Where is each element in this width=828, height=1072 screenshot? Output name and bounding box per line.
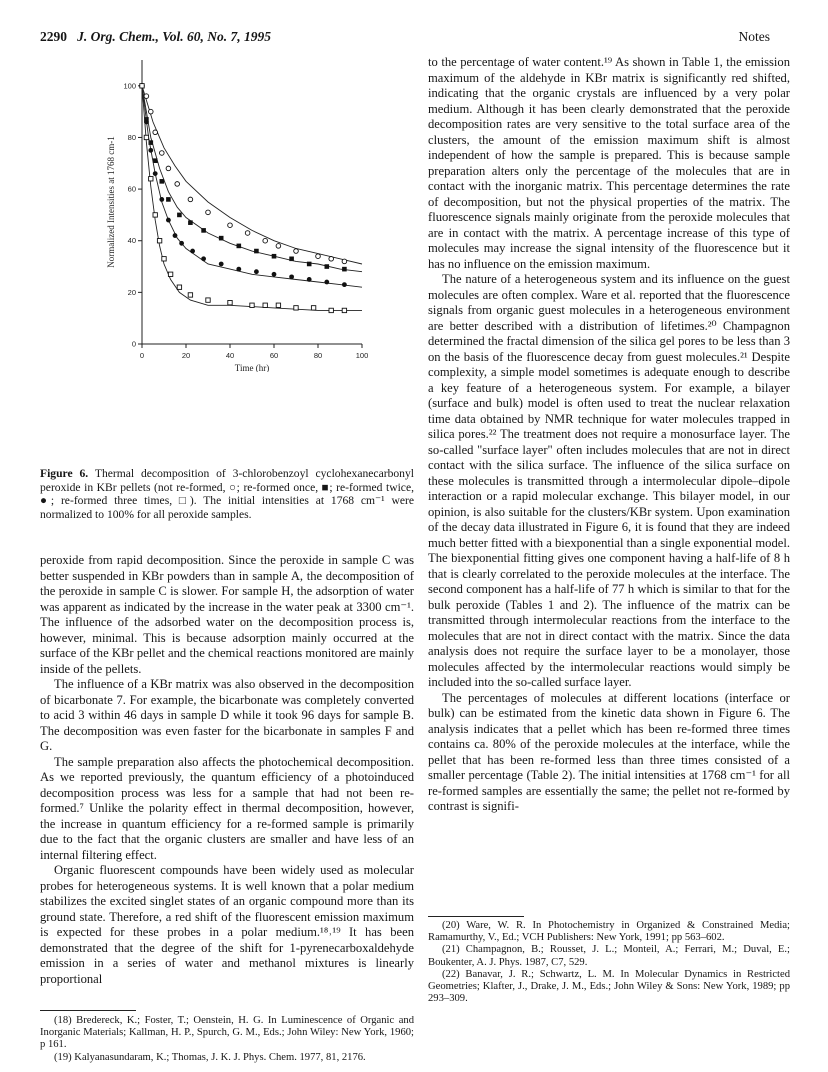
footnote: (19) Kalyanasundaram, K.; Thomas, J. K. J. Phys. Chem. 1977, 81, 2176. [54,1051,366,1063]
data-point [159,197,164,202]
data-point [254,269,259,274]
journal-name: J. Org. Chem., [77,29,159,44]
y-tick-label: 40 [127,236,136,246]
data-point [201,256,206,261]
footnote: (18) Bredereck, K.; Foster, T.; Oenstein, H. G. In Luminescence of Organic and Inorganic Materials; Kallman, H. P., Spurch, G. M., Eds.; John Wiley: New York, 1960; p 161. [40,1015,414,1051]
data-point [219,236,224,241]
data-point [160,151,165,156]
data-point [228,223,233,228]
data-point [190,249,195,254]
data-point [173,233,178,238]
data-point [148,148,153,153]
running-header [40,29,271,45]
footnote: (20) Ware, W. R. In Photochemistry in Organized & Constrained Media; Ramamurthy, V., Ed.; VCH Publishers: New York, 1991; pp 563–602. [428,920,790,944]
figure-6-chart [90,52,380,372]
data-point [160,179,165,184]
footnote-rule [40,1010,136,1011]
data-point [329,308,333,312]
fit-curve-2 [142,86,362,272]
data-point [153,171,158,176]
paragraph: The percentages of molecules at different locations (interface or bulk) can be estimated from the kinetic data shown in Figure 6. The analysis indicates that a pellet which has been re-formed three times contains ca. 80% of the peroxide molecules at the interface, while the pellet that has been re-formed less than three times consisted of a smaller percentage (Table 2). The initial intensities at 1768 cm⁻¹ for all re-formed samples are essentially the same; the pellet not re-formed by contrast is signifi- [428,690,790,813]
paragraph: The nature of a heterogeneous system and its influence on the guest molecules are often complex. Ware et al. reported that the fluorescence signals from organic guest molecules in a heterogeneous environment are better described with a distribution of lifetimes.²⁰ Champagnon determined the fractal dimension of the silica gel pores to be less than 3 on the basis of the fluorescence decay from guest molecules.²¹ Despite complexity, a simple model sometimes is adequate enough to describe a key feature of a heterogeneous system. For example, a bilayer (surface and bulk) model is often used to treat the nuclear relaxation time data obtained by NMR technique for water molecules trapped in silica pores.²² The treatment does not require a monosurface layer. The so-called "surface layer" often includes molecules that are not in direct contact with the silica surface. The influence of the silica surface on these molecules is transmitted through a intermolecular dipole–dipole interaction or a rapid molecular exchange. This bilayer model, in our opinion, is also suitable for the clusters/KBr system. Upon examination of the decay data illustrated in Figure 6, it is found that they are indeed much better fitted with a biexponential than a single exponential model. The biexponential fitting gives one component having a half-life of 8 h that is clearly correlated to the peroxide molecules at the interface. The second component has a half-life of 77 h which is similar to that for the bulk peroxide (Tables 1 and 2). The influence of the matrix can be transmitted through intermolecular reactions from the interface to the molecules that are not in direct contact with the matrix. Since the data analysis does not require the surface layer to be a monolayer, those molecules affected by the intermolecular reactions would simply be included into the so-called surface layer. [428,272,790,689]
y-tick-label: 100 [123,81,136,91]
data-point [206,210,211,215]
x-axis-label: Time (hr) [234,363,270,372]
x-tick-label: 80 [313,351,323,360]
y-tick-label: 80 [127,132,136,142]
data-point [166,166,171,171]
x-tick-label: 60 [269,351,279,360]
caption-text: Thermal decomposition of 3-chlorobenzoyl cyclohexanecarbonyl peroxide in KBr pellets (not re-formed, ○; re-formed once, ■; re-formed twice, ●; re-formed three times, □). The initial intensities at 1768 cm⁻¹ were normalized to 100% for all peroxide samples. [40,467,414,521]
data-point [166,197,171,202]
x-tick-label: 0 [139,351,145,360]
data-point [162,257,166,261]
data-point [250,303,254,307]
paragraph: peroxide from rapid decomposition. Since the peroxide in sample C was better suspended in KBr powders than in sample A, the decomposition of the peroxide in sample C is slower. For sample H, the adsorption of water was apparent as indicated by the increase in the water peak at 3300 cm⁻¹. The influence of the adsorbed water on the decomposition process is, however, minimal. This is because adsorption mainly occurred at the surface of the KBr pellet and the chemical reactions monitored are mainly inside of the pellets. [40,553,414,676]
page-number: 2290 [40,29,67,44]
data-point [188,220,193,225]
y-tick-label: 60 [127,184,136,194]
footnote: (21) Champagnon, B.; Rousset, J. L.; Monteil, A.; Ferrari, M.; Duval, E.; Boukenter, A. J. Phys. 1987, C7, 529. [428,944,790,968]
data-point [272,254,277,259]
data-point [149,109,154,114]
data-point [289,257,294,262]
data-point [342,259,347,264]
paragraph: to the percentage of water content.¹⁹ As shown in Table 1, the emission maximum of the aldehyde in KBr matrix is significantly red shifted, indicating that the organic crystals are influenced by a very polar medium. Although it has been clearly demonstrated that the peroxide decomposition rates are very sensitive to the total surface area of the clusters, the amount of the emission maximum shift is almost independent of how the sample is prepared. This is because sample preparation alters only the percentage of the molecules that are in contact with the inorganic matrix. This percentage determines the rate of decomposition, but not the physical properties of the matrix. The fluorescence signals mainly originate from the peroxide molecules that are in contact with the matrix. A percentage increase of this type of molecules may increase the signal intensity of the fluorescence but it has no influence on the emission maximum. [428,55,790,271]
data-point [236,267,241,272]
data-point [140,84,144,88]
data-point [179,241,184,246]
data-point [324,280,329,285]
data-point [263,238,268,243]
paragraph: The sample preparation also affects the photochemical decomposition. As we reported previously, the quantum efficiency of a photoinduced decomposition process was less for a sample that had not been re-formed.⁷ Unlike the polarity effect in thermal decomposition, however, the increase in quantum efficiency for a re-formed sample is primarily due to the fact that the organic clusters are smaller and have less of an internal filtering effect. [40,754,414,862]
paragraph: The influence of a KBr matrix was also observed in the decomposition of bicarbonate 7. For example, the bicarbonate was completely converted to acid 3 within 46 days in sample D while it took 96 days for sample B. The decomposition was even faster for the bicarbonate in samples F and G. [40,677,414,753]
left-column [40,553,414,987]
data-point [342,282,347,287]
data-point [166,218,171,223]
data-point [237,244,242,249]
data-point [245,231,250,236]
footnotes-right [428,920,790,1005]
data-point [153,130,158,135]
data-point [316,254,321,259]
data-point [294,306,298,310]
paragraph: Organic fluorescent compounds have been widely used as molecular probes for heterogeneous systems. It is well known that a polar medium stabilizes the excited singlet states of an organic compound more than its ground state. Therefore, a red shift of the fluorescent emission maximum is expected for these probes in a polar medium.¹⁸˒¹⁹ It has been demonstrated that the degree of the shift for 1-pyrenecarboxaldehyde emission in a series of water and methanol mixtures is linearly proportional [40,863,414,986]
data-point [289,274,294,279]
data-point [329,257,334,262]
data-point [175,182,180,187]
data-point [153,213,157,217]
data-point [342,308,346,312]
caption-label: Figure 6. [40,467,89,480]
data-point [307,277,312,282]
data-point [201,228,206,233]
data-point [325,264,330,269]
fit-curve-3 [142,86,362,287]
journal-volume: Vol. 60, No. 7, 1995 [162,29,272,44]
data-point [272,272,277,277]
x-tick-label: 40 [225,351,235,360]
fit-curve-4 [142,86,362,311]
data-point [206,298,210,302]
footnotes-left [40,1015,414,1064]
data-point [294,249,299,254]
data-point [307,262,312,267]
x-tick-label: 100 [355,351,369,360]
y-tick-label: 20 [127,287,136,297]
data-point [276,244,281,249]
footnote-rule [428,916,524,917]
figure-caption [40,467,414,521]
data-point [342,267,347,272]
section-label: Notes [738,29,770,44]
y-tick-label: 0 [131,339,136,349]
data-point [263,303,267,307]
data-point [168,272,172,276]
y-axis-label: Normalized Intensities at 1768 cm-1 [106,136,116,268]
x-tick-label: 20 [181,351,191,360]
data-point [157,239,161,243]
data-point [188,197,193,202]
data-point [188,293,192,297]
right-column [428,55,790,815]
data-point [144,135,148,139]
data-point [276,303,280,307]
data-point [219,262,224,267]
data-point [254,249,259,254]
data-point [228,300,232,304]
data-point [177,213,182,218]
data-point [149,177,153,181]
data-point [177,285,181,289]
footnote: (22) Banavar, J. R.; Schwartz, L. M. In Molecular Dynamics in Restricted Geometries; Klafter, J., Drake, J. M., Eds.; John Wiley & Sons: New York, 1989; pp 293–309. [428,968,790,1005]
data-point [144,94,149,99]
data-point [311,306,315,310]
